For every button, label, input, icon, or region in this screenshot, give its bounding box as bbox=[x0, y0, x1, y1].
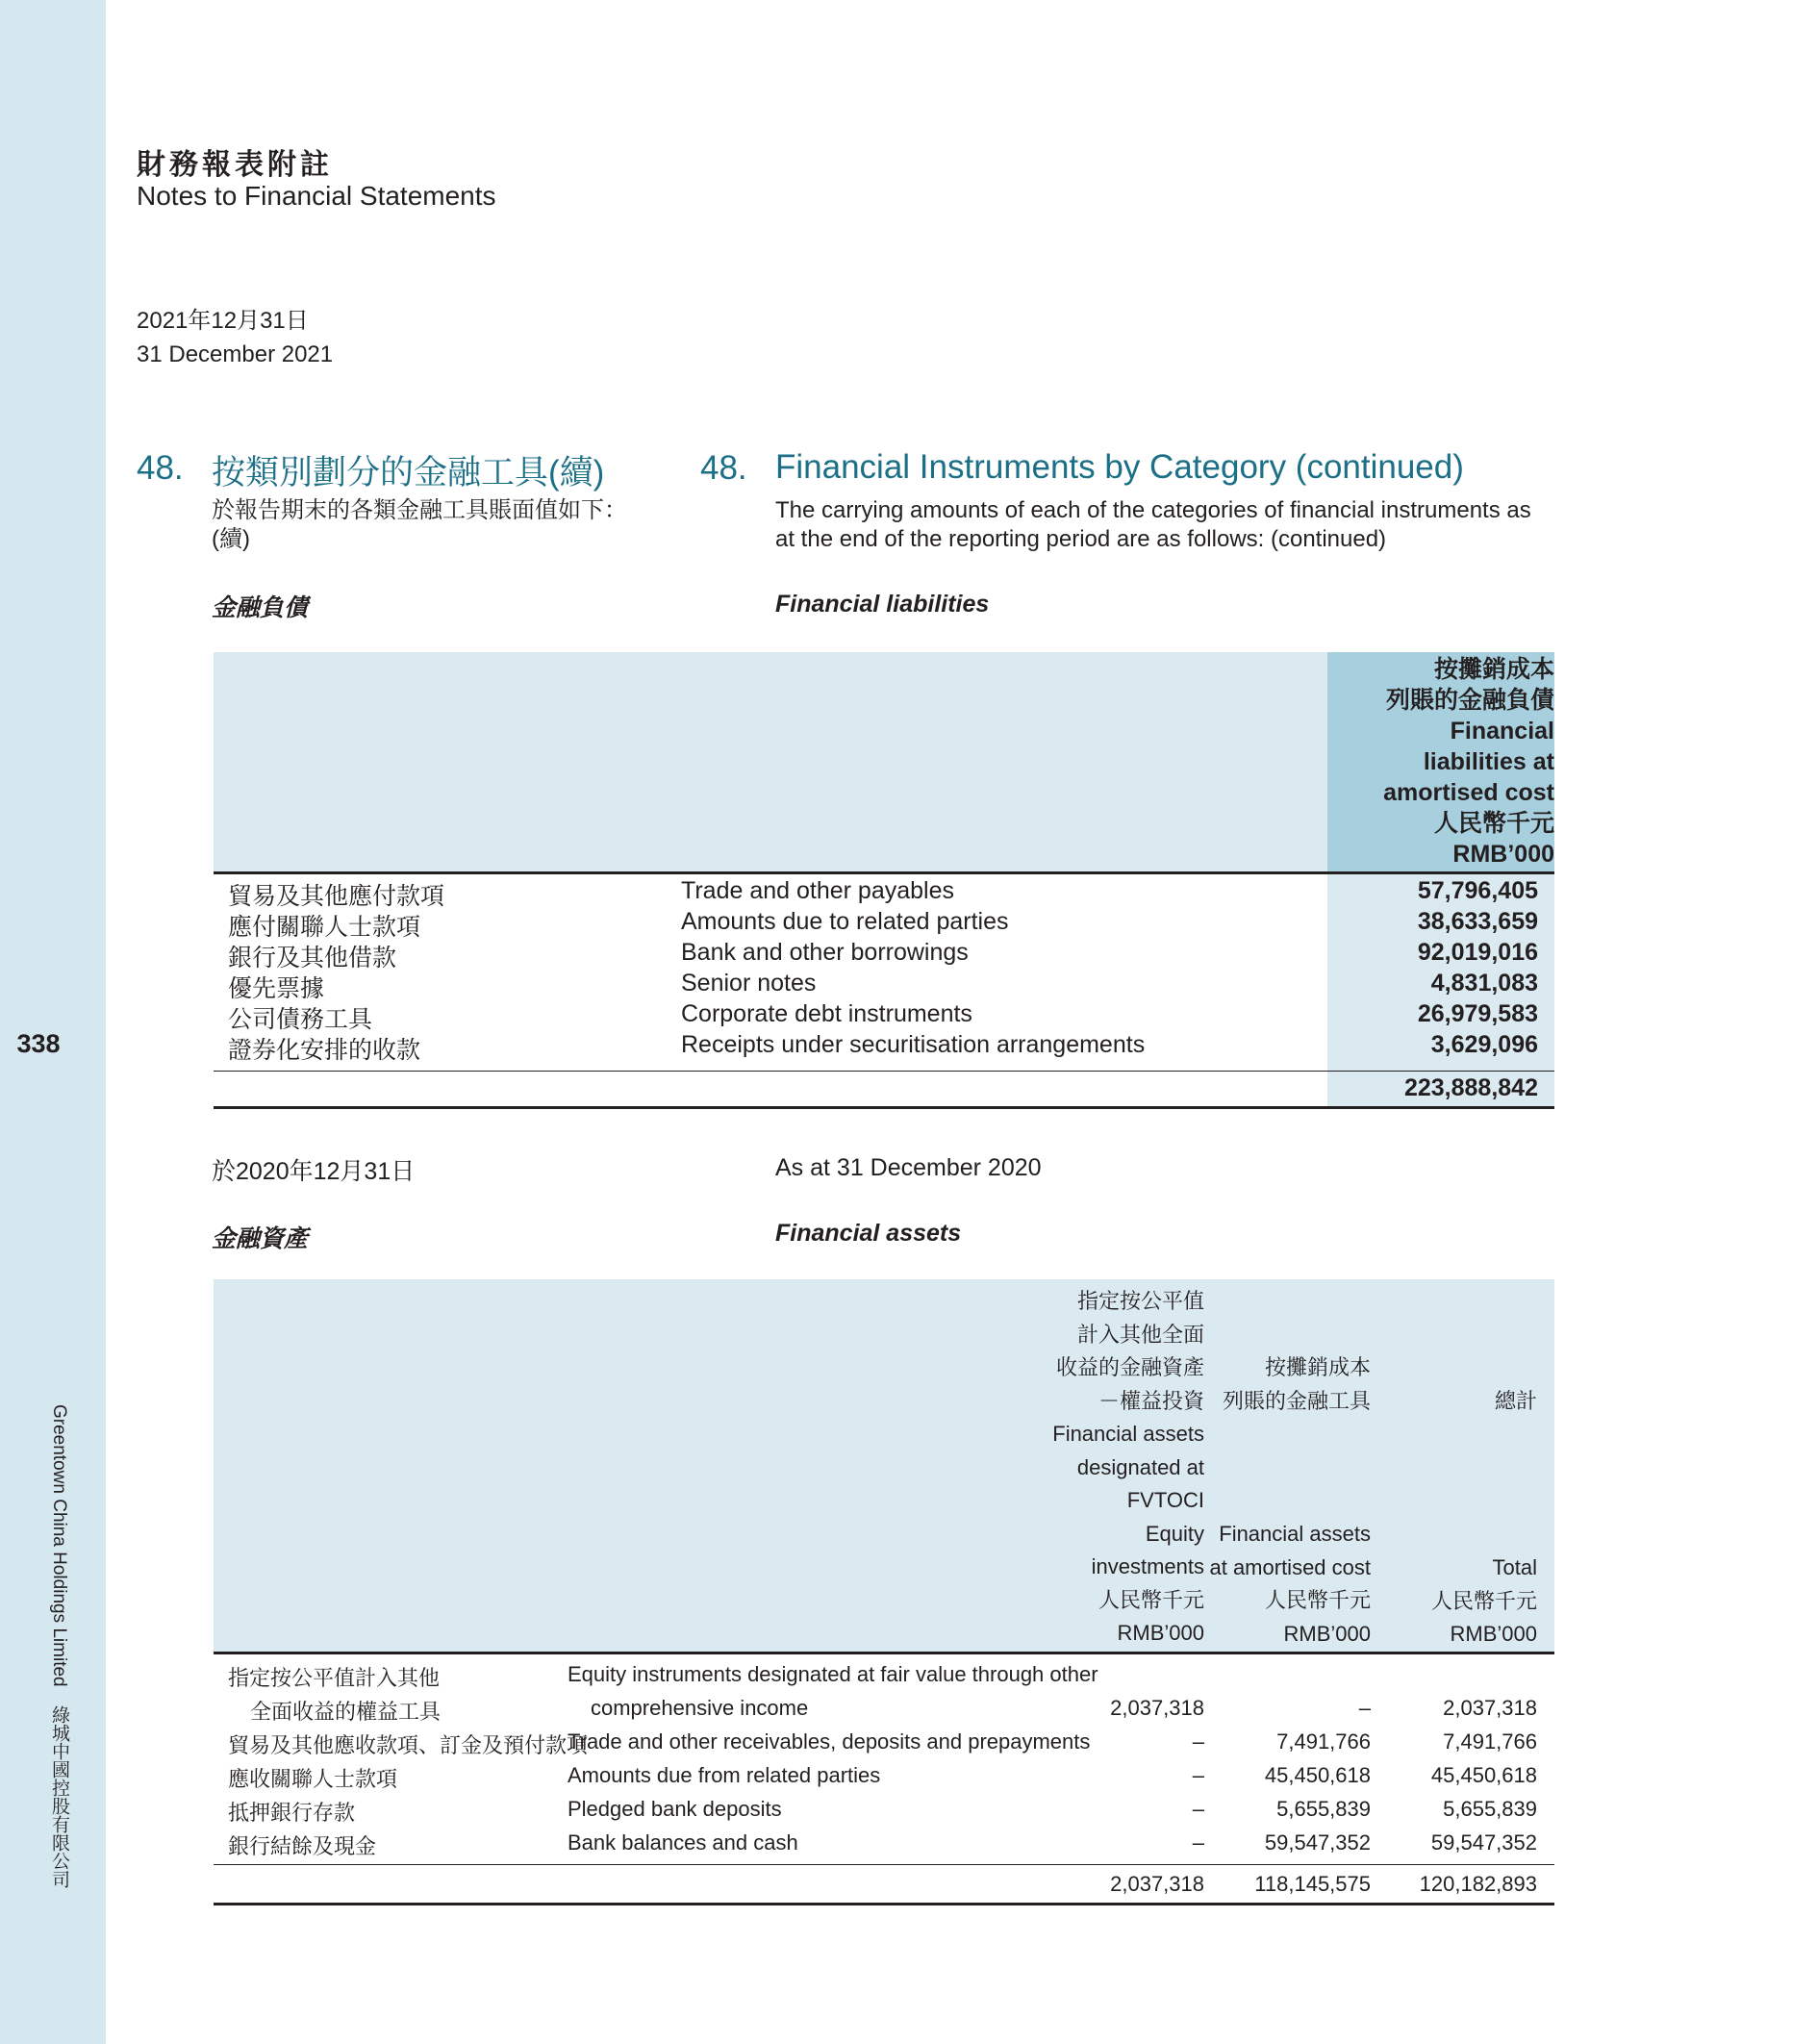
table-cell: 2,037,318 bbox=[1443, 1696, 1537, 1720]
table-row-value: 38,633,659 bbox=[1417, 908, 1538, 935]
table-row-label-zh: 全面收益的權益工具 bbox=[250, 1700, 442, 1724]
assets-total-col1: 2,037,318 bbox=[1110, 1872, 1204, 1896]
table-cell: – bbox=[1192, 1797, 1204, 1821]
table-row-label-zh: 優先票據 bbox=[228, 975, 325, 1002]
table-cell: 5,655,839 bbox=[1443, 1797, 1537, 1821]
section-number-zh: 48. bbox=[137, 449, 184, 487]
table-row-label-en: Bank balances and cash bbox=[568, 1830, 798, 1855]
header-title-en: Notes to Financial Statements bbox=[137, 181, 496, 211]
section-intro-zh-2: (續) bbox=[212, 526, 250, 552]
report-date-en: 31 December 2021 bbox=[137, 341, 334, 367]
table-row-label-zh: 貿易及其他應收款項、訂金及預付款項 bbox=[228, 1733, 589, 1757]
table-row-label-zh: 公司債務工具 bbox=[228, 1006, 373, 1033]
table-cell: 7,491,766 bbox=[1276, 1729, 1371, 1754]
prior-date-en: As at 31 December 2020 bbox=[775, 1154, 1042, 1181]
table-cell: 2,037,318 bbox=[1110, 1696, 1204, 1720]
table-row-label-zh: 貿易及其他應付款項 bbox=[228, 883, 445, 910]
table-row-label-zh: 證券化安排的收款 bbox=[228, 1037, 421, 1064]
table-cell: 45,450,618 bbox=[1264, 1763, 1371, 1787]
table-cell: – bbox=[1192, 1729, 1204, 1754]
table-row-label-en: Amounts due from related parties bbox=[568, 1763, 881, 1787]
table-cell: 59,547,352 bbox=[1430, 1830, 1537, 1855]
table-row-value: 3,629,096 bbox=[1430, 1031, 1538, 1058]
page-number: 338 bbox=[16, 1029, 61, 1058]
table-row-label-en: Senior notes bbox=[681, 970, 817, 997]
table-rule bbox=[214, 1106, 1554, 1109]
section-title-zh: 按類別劃分的金融工具(續) bbox=[212, 454, 605, 492]
liabilities-column-header: 按攤銷成本 列賬的金融負債 Financial liabilities at amortised cost 人民幣千元 RMB’000 bbox=[1383, 656, 1554, 868]
table-rule bbox=[214, 1071, 1554, 1072]
table-row-label-en: Trade and other payables bbox=[681, 877, 954, 904]
table-cell: 5,655,839 bbox=[1276, 1797, 1371, 1821]
table-rule bbox=[214, 1652, 1554, 1654]
table-row-label-zh: 銀行結餘及現金 bbox=[228, 1834, 377, 1858]
liabilities-total: 223,888,842 bbox=[1403, 1074, 1538, 1101]
table-cell: – bbox=[1192, 1830, 1204, 1855]
table-row-label-en: Corporate debt instruments bbox=[681, 1000, 972, 1027]
table-cell: – bbox=[1192, 1763, 1204, 1787]
assets-subhead-en: Financial assets bbox=[775, 1220, 962, 1247]
table-row-label-en: Trade and other receivables, deposits and prepayments bbox=[568, 1729, 1091, 1754]
table-row-label-zh: 銀行及其他借款 bbox=[228, 945, 397, 972]
assets-col1-header: 指定按公平值 計入其他全面 收益的金融資產 －權益投資 Financial assets designated at FVTOCI Equity investments 人民幣千元 RMB’000 bbox=[1052, 1289, 1204, 1645]
report-date-zh: 2021年12月31日 bbox=[137, 308, 309, 334]
table-row-label-en: Equity instruments designated at fair value through other bbox=[568, 1662, 1098, 1686]
table-cell: 7,491,766 bbox=[1443, 1729, 1537, 1754]
company-name: Greentown China Holdings Limited 綠城中國控股有限公司 bbox=[49, 1404, 69, 1888]
liabilities-subhead-zh: 金融負債 bbox=[212, 594, 309, 621]
table-row-value: 92,019,016 bbox=[1417, 939, 1538, 966]
assets-col3-header-zh: 總計 bbox=[1494, 1389, 1537, 1413]
section-intro-en-1: The carrying amounts of each of the categories of financial instruments as bbox=[775, 497, 1531, 523]
table-row-label-en: Bank and other borrowings bbox=[681, 939, 969, 966]
section-intro-en-2: at the end of the reporting period are as follows: (continued) bbox=[775, 526, 1387, 552]
table-row-label-zh: 抵押銀行存款 bbox=[228, 1801, 356, 1825]
table-row-label-zh: 應付關聯人士款項 bbox=[228, 914, 421, 941]
assets-total-col2: 118,145,575 bbox=[1254, 1872, 1371, 1896]
table-row-value: 26,979,583 bbox=[1417, 1000, 1538, 1027]
table-row-label-zh: 指定按公平值計入其他 bbox=[228, 1666, 441, 1690]
liabilities-subhead-en: Financial liabilities bbox=[775, 591, 990, 618]
table-cell: 59,547,352 bbox=[1264, 1830, 1371, 1855]
table-cell: 45,450,618 bbox=[1430, 1763, 1537, 1787]
assets-col2-header-en: Financial assets at amortised cost 人民幣千元 RMB’000 bbox=[1209, 1522, 1371, 1646]
table-cell: – bbox=[1358, 1696, 1371, 1720]
table-rule bbox=[214, 1903, 1554, 1905]
table-row-value: 57,796,405 bbox=[1417, 877, 1538, 904]
table-row-label-en: Amounts due to related parties bbox=[681, 908, 1009, 935]
header-title-zh: 財務報表附註 bbox=[137, 148, 333, 182]
assets-total-col3: 120,182,893 bbox=[1419, 1872, 1537, 1896]
table-row-label-zh: 應收關聯人士款項 bbox=[228, 1767, 398, 1791]
section-intro-zh-1: 於報告期末的各類金融工具賬面值如下： bbox=[212, 497, 627, 523]
table-row-value: 4,831,083 bbox=[1430, 970, 1538, 997]
table-row-label-en: comprehensive income bbox=[591, 1696, 809, 1720]
table-row-label-en: Receipts under securitisation arrangements bbox=[681, 1031, 1146, 1058]
section-number-en: 48. bbox=[700, 449, 747, 487]
section-title-en: Financial Instruments by Category (continued) bbox=[775, 448, 1464, 486]
prior-date-zh: 於2020年12月31日 bbox=[212, 1158, 416, 1185]
assets-col2-header-zh: 按攤銷成本 列賬的金融工具 bbox=[1222, 1355, 1371, 1413]
assets-col3-header-en: Total 人民幣千元 RMB’000 bbox=[1430, 1555, 1537, 1646]
assets-subhead-zh: 金融資產 bbox=[212, 1225, 309, 1252]
table-rule bbox=[214, 1864, 1554, 1865]
table-rule bbox=[214, 871, 1554, 874]
table-row-label-en: Pledged bank deposits bbox=[568, 1797, 782, 1821]
